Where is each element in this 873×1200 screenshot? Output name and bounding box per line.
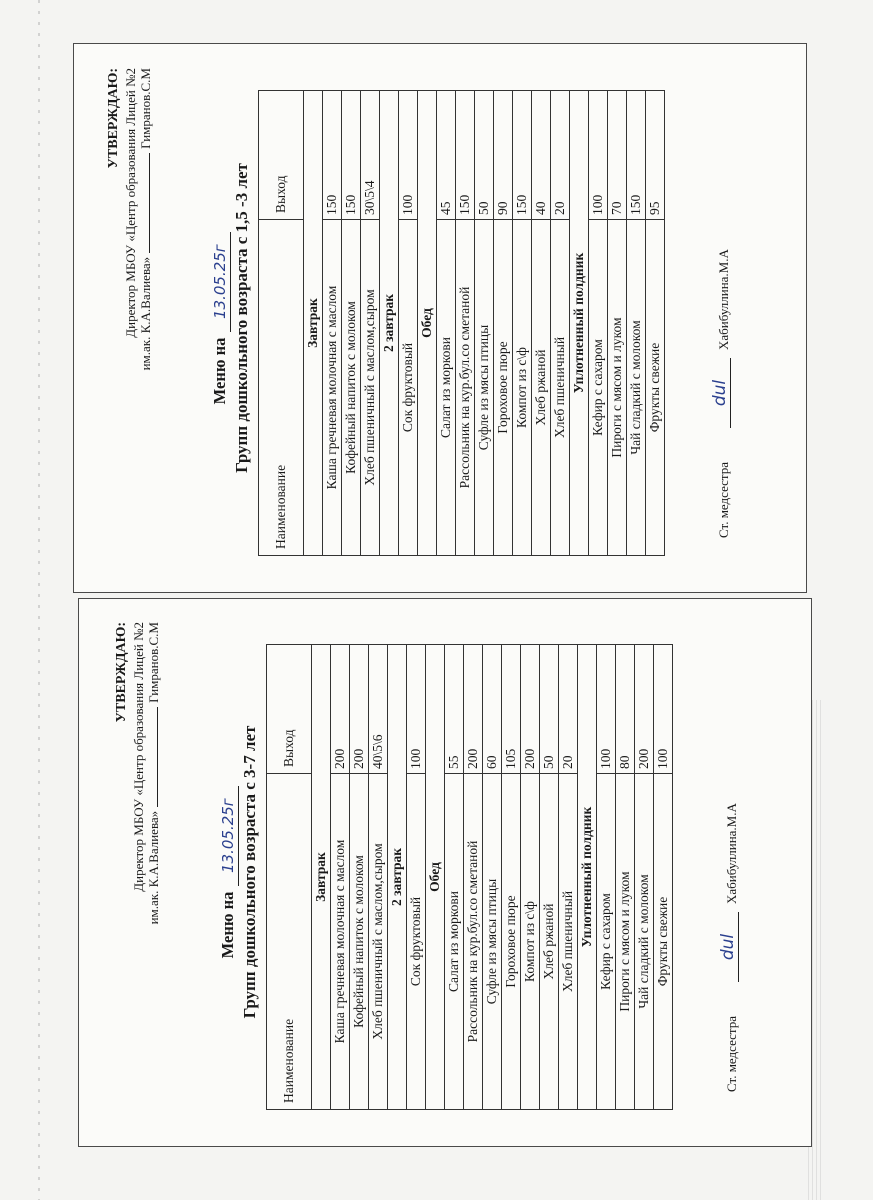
meal-section-row: [418, 91, 437, 556]
meal-section-row: [578, 645, 597, 1110]
table-header-row: [259, 91, 304, 556]
approval-director: Директор МБОУ «Центр образования Лицей №2: [130, 622, 146, 892]
dish-portion: 100: [654, 645, 673, 774]
dish-portion: 150: [323, 91, 342, 220]
dish-name: Хлеб ржаной: [540, 774, 559, 1110]
dish-name: Сок фруктовый: [399, 220, 418, 556]
nurse-label: Ст. медсестра: [724, 1015, 739, 1092]
dish-name: Гороховое пюре: [494, 220, 513, 556]
dish-name: Чай сладкий с молоком: [635, 774, 654, 1110]
table-row: [635, 645, 654, 1110]
table-row: [483, 645, 502, 1110]
table-header-row: [267, 645, 312, 1110]
table-row: [456, 91, 475, 556]
table-row: [532, 91, 551, 556]
approval-block: [106, 68, 154, 508]
header-qty: Выход: [259, 91, 304, 220]
meal-section-title: 2 завтрак: [380, 91, 399, 556]
table-row: [331, 645, 350, 1110]
dish-portion: 95: [646, 91, 665, 220]
meal-section-title: 2 завтрак: [388, 645, 407, 1110]
dish-name: Хлеб пшеничный: [559, 774, 578, 1110]
dish-portion: 20: [551, 91, 570, 220]
meal-section-row: [380, 91, 399, 556]
table-row: [407, 645, 426, 1110]
dish-name: Салат из моркови: [437, 220, 456, 556]
approval-school: им.ак. К.А.Валиева»: [138, 256, 154, 371]
dish-name: Хлеб пшеничный с маслом,сыром: [361, 220, 380, 556]
dish-portion: 90: [494, 91, 513, 220]
dish-portion: 80: [616, 645, 635, 774]
meal-section-row: [312, 645, 331, 1110]
header-name: Наименование: [259, 220, 304, 556]
table-row: [589, 91, 608, 556]
table-row: [616, 645, 635, 1110]
menu-subtitle: Групп дошкольного возраста с 3-7 лет: [240, 725, 259, 1019]
dish-name: Хлеб пшеничный с маслом,сыром: [369, 774, 388, 1110]
dish-portion: 70: [608, 91, 627, 220]
menu-prefix: Меню на: [218, 891, 237, 959]
dish-name: Пироги с мясом и луком: [608, 220, 627, 556]
dish-name: Хлеб ржаной: [532, 220, 551, 556]
table-row: [361, 91, 380, 556]
dish-portion: 40: [532, 91, 551, 220]
dish-portion: 200: [331, 645, 350, 774]
dish-portion: 200: [635, 645, 654, 774]
signature-mark: dul: [718, 933, 738, 961]
dish-name: Хлеб пшеничный: [551, 220, 570, 556]
dish-name: Суфле из мясы птицы: [475, 220, 494, 556]
meal-section-row: [426, 645, 445, 1110]
dish-portion: 100: [407, 645, 426, 774]
table-row: [350, 645, 369, 1110]
dish-name: Каша гречневая молочная с маслом: [331, 774, 350, 1110]
dish-name: Салат из моркови: [445, 774, 464, 1110]
dish-portion: 60: [483, 645, 502, 774]
dish-name: Компот из с\ф: [513, 220, 532, 556]
handwritten-signature: [718, 912, 739, 982]
table-row: [540, 645, 559, 1110]
dish-portion: 150: [513, 91, 532, 220]
menu-prefix: Меню на: [210, 337, 229, 405]
meal-section-title: Завтрак: [304, 91, 323, 556]
dish-portion: 100: [597, 645, 616, 774]
dish-name: Компот из с\ф: [521, 774, 540, 1110]
dish-portion: 150: [342, 91, 361, 220]
approval-label: УТВЕРЖДАЮ:: [114, 622, 129, 723]
table-row: [323, 91, 342, 556]
table-row: [502, 645, 521, 1110]
dish-name: Сок фруктовый: [407, 774, 426, 1110]
table-row: [608, 91, 627, 556]
signature-mark: dul: [710, 379, 730, 407]
table-row: [342, 91, 361, 556]
handwritten-signature: [710, 358, 731, 428]
dish-portion: 30\5\4: [361, 91, 380, 220]
meal-section-title: Уплотненный полдник: [570, 91, 589, 556]
nurse-name: Хабибуллина.М.А: [724, 803, 739, 904]
header-name: Наименование: [267, 774, 312, 1110]
table-row: [445, 645, 464, 1110]
dish-portion: 150: [627, 91, 646, 220]
table-row: [369, 645, 388, 1110]
approval-director: Директор МБОУ «Центр образования Лицей №2: [122, 68, 138, 338]
menu-date: 13.05.25г: [211, 244, 229, 319]
approval-school: им.ак. К.А.Валиева»: [146, 810, 162, 925]
meal-section-row: [388, 645, 407, 1110]
dish-portion: 100: [399, 91, 418, 220]
table-row: [475, 91, 494, 556]
approval-signature-line: [146, 622, 162, 1062]
dish-portion: 55: [445, 645, 464, 774]
dish-name: Пироги с мясом и луком: [616, 774, 635, 1110]
approval-block: [114, 622, 162, 1062]
dish-portion: 50: [540, 645, 559, 774]
table-row: [551, 91, 570, 556]
dish-name: Фрукты свежие: [654, 774, 673, 1110]
dish-name: Рассольник на кур.бул.со сметаной: [464, 774, 483, 1110]
menu-date: 13.05.25г: [219, 798, 237, 873]
scan-artifact: [38, 0, 40, 1200]
menu-subtitle: Групп дошкольного возраста с 1,5 -3 лет: [232, 163, 251, 473]
meal-section-title: Обед: [418, 91, 437, 556]
table-row: [399, 91, 418, 556]
table-row: [627, 91, 646, 556]
approval-director-name: Гимранов.С.М: [146, 622, 162, 703]
header-qty: Выход: [267, 645, 312, 774]
menu-title: [218, 622, 239, 1122]
table-row: [559, 645, 578, 1110]
dish-name: Кефир с сахаром: [597, 774, 616, 1110]
dish-name: Рассольник на кур.бул.со сметаной: [456, 220, 475, 556]
dish-portion: 40\5\6: [369, 645, 388, 774]
table-row: [513, 91, 532, 556]
dish-name: Фрукты свежие: [646, 220, 665, 556]
meal-section-title: Обед: [426, 645, 445, 1110]
table-row: [521, 645, 540, 1110]
nurse-name: Хабибуллина.М.А: [716, 249, 731, 350]
approval-signature-line: [138, 68, 154, 508]
approval-label: УТВЕРЖДАЮ:: [106, 68, 121, 169]
dish-portion: 200: [350, 645, 369, 774]
dish-name: Суфле из мясы птицы: [483, 774, 502, 1110]
dish-portion: 150: [456, 91, 475, 220]
dish-portion: 45: [437, 91, 456, 220]
table-row: [437, 91, 456, 556]
dish-portion: 100: [589, 91, 608, 220]
dish-portion: 20: [559, 645, 578, 774]
dish-name: Гороховое пюре: [502, 774, 521, 1110]
table-row: [464, 645, 483, 1110]
approval-director-name: Гимранов.С.М: [138, 68, 154, 149]
meal-section-title: Уплотненный полдник: [578, 645, 597, 1110]
table-row: [646, 91, 665, 556]
meal-section-row: [304, 91, 323, 556]
menu-sheet-toddlers: [98, 68, 788, 568]
menu-table: [258, 90, 665, 556]
dish-portion: 200: [464, 645, 483, 774]
menu-title: [210, 68, 231, 568]
dish-name: Кофейный напиток с молоком: [350, 774, 369, 1110]
dish-name: Чай сладкий с молоком: [627, 220, 646, 556]
meal-section-title: Завтрак: [312, 645, 331, 1110]
dish-portion: 50: [475, 91, 494, 220]
dish-name: Кофейный напиток с молоком: [342, 220, 361, 556]
table-row: [494, 91, 513, 556]
meal-section-row: [570, 91, 589, 556]
table-row: [654, 645, 673, 1110]
menu-sheet-preschool: [106, 622, 796, 1122]
dish-name: Каша гречневая молочная с маслом: [323, 220, 342, 556]
table-row: [597, 645, 616, 1110]
dish-portion: 105: [502, 645, 521, 774]
nurse-label: Ст. медсестра: [716, 461, 731, 538]
menu-table: [266, 644, 673, 1110]
dish-name: Кефир с сахаром: [589, 220, 608, 556]
dish-portion: 200: [521, 645, 540, 774]
